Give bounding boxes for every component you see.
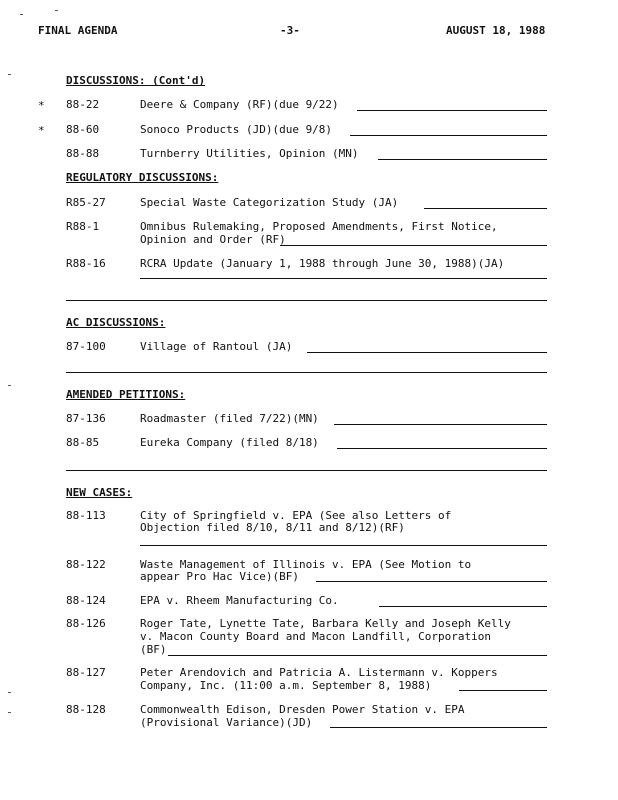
scan-speck (20, 14, 23, 15)
case-number: 88-85 (66, 436, 100, 449)
scan-speck (8, 692, 11, 693)
case-number: 88-60 (66, 123, 100, 136)
case-title: Deere & Company (RF)(due 9/22) (140, 98, 339, 111)
case-title-line3: (BF) (140, 643, 167, 656)
scan-speck (8, 74, 11, 75)
section-title-discussions: DISCUSSIONS: (Cont'd) (66, 74, 206, 87)
fill-line (357, 110, 547, 111)
case-number: 88-126 (66, 617, 106, 630)
case-number: 87-100 (66, 340, 106, 353)
case-title: RCRA Update (January 1, 1988 through June 30, 1988)(JA) (140, 257, 505, 270)
page-number: -3- (280, 24, 300, 37)
case-number: R88-16 (66, 257, 106, 270)
section-title-amended: AMENDED PETITIONS: (66, 388, 186, 401)
case-title: Special Waste Categorization Study (JA) (140, 196, 399, 209)
case-title-line2: Company, Inc. (11:00 a.m. September 8, 1988) (140, 679, 432, 692)
case-title-line1: Waste Management of Illinois v. EPA (See Motion to (140, 558, 472, 571)
scan-speck (8, 385, 11, 386)
case-number: R88-1 (66, 220, 100, 233)
case-title: Village of Rantoul (JA) (140, 340, 293, 353)
case-number: 88-88 (66, 147, 100, 160)
fill-line (316, 581, 547, 582)
case-number: 88-127 (66, 666, 106, 679)
case-number: 88-113 (66, 509, 106, 522)
fill-line (140, 278, 547, 279)
header-left: FINAL AGENDA (38, 24, 118, 37)
case-title-line1: City of Springfield v. EPA (See also Letters of (140, 509, 452, 522)
fill-line (66, 300, 547, 301)
fill-line (334, 424, 547, 425)
fill-line (379, 606, 547, 607)
section-title-ac: AC DISCUSSIONS: (66, 316, 166, 329)
case-title-line2: Opinion and Order (RF) (140, 233, 286, 246)
case-number: 88-128 (66, 703, 106, 716)
fill-line (337, 448, 547, 449)
case-title: Roadmaster (filed 7/22)(MN) (140, 412, 319, 425)
fill-line (378, 159, 547, 160)
case-title: EPA v. Rheem Manufacturing Co. (140, 594, 339, 607)
case-title: Sonoco Products (JD)(due 9/8) (140, 123, 333, 136)
header-date: AUGUST 18, 1988 (446, 24, 546, 37)
case-number: 87-136 (66, 412, 106, 425)
case-title-line1: Commonwealth Edison, Dresden Power Station v. EPA (140, 703, 465, 716)
case-title-line1: Roger Tate, Lynette Tate, Barbara Kelly and Joseph Kelly (140, 617, 511, 630)
case-title-line1: Omnibus Rulemaking, Proposed Amendments, First Notice, (140, 220, 498, 233)
fill-line (424, 208, 547, 209)
scan-speck (55, 10, 58, 11)
fill-line (168, 655, 547, 656)
case-title-line2: Objection filed 8/10, 8/11 and 8/12)(RF) (140, 521, 405, 534)
fill-line (330, 727, 547, 728)
case-number: R85-27 (66, 196, 106, 209)
section-title-new-cases: NEW CASES: (66, 486, 133, 499)
case-title-line2: v. Macon County Board and Macon Landfill, Corporation (140, 630, 491, 643)
section-title-regulatory: REGULATORY DISCUSSIONS: (66, 171, 219, 184)
case-number: 88-122 (66, 558, 106, 571)
fill-line (280, 245, 547, 246)
priority-star: * (38, 124, 45, 137)
case-title-line2: appear Pro Hac Vice)(BF) (140, 570, 299, 583)
case-title-line2: (Provisional Variance)(JD) (140, 716, 313, 729)
case-number: 88-22 (66, 98, 100, 111)
fill-line (140, 545, 547, 546)
fill-line (350, 135, 547, 136)
case-title: Turnberry Utilities, Opinion (MN) (140, 147, 359, 160)
case-title: Eureka Company (filed 8/18) (140, 436, 319, 449)
fill-line (66, 372, 547, 373)
fill-line (307, 352, 547, 353)
case-title-line1: Peter Arendovich and Patricia A. Listermann v. Koppers (140, 666, 498, 679)
scan-speck (8, 712, 11, 713)
fill-line (459, 690, 547, 691)
fill-line (66, 470, 547, 471)
case-number: 88-124 (66, 594, 106, 607)
priority-star: * (38, 99, 45, 112)
